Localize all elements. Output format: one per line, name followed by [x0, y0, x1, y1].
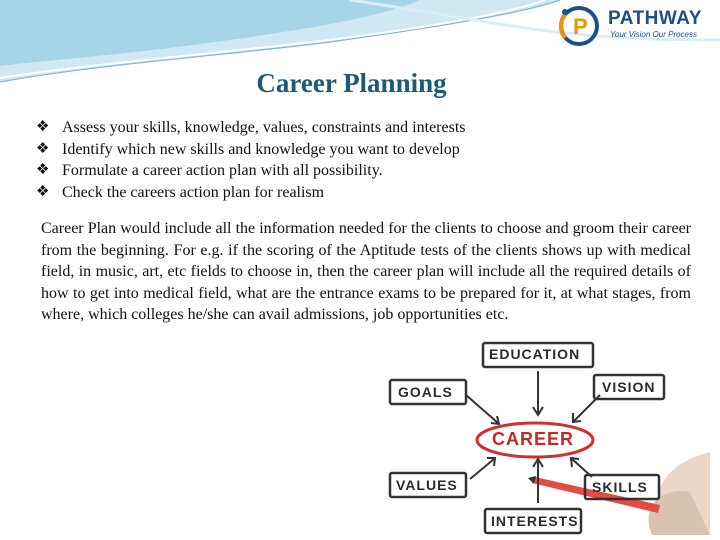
diagram-values: VALUES [396, 477, 458, 493]
bullet-item [36, 182, 466, 204]
diamond-bullet-icon: ❖ [36, 183, 50, 200]
diamond-bullet-icon: ❖ [36, 140, 50, 157]
brand-tagline: Your Vision Our Process [610, 30, 698, 39]
diagram-education: EDUCATION [489, 346, 581, 362]
bullet-list [36, 117, 466, 203]
diamond-bullet-icon: ❖ [36, 119, 50, 135]
diagram-goals: GOALS [398, 384, 453, 400]
diagram-vision: VISION [602, 379, 656, 395]
pathway-logo-icon [556, 4, 602, 46]
body-paragraph: Career Plan would include all the information needed for the clients to choose and groom their career from the beginning. For e.g. if the scoring of the Aptitude tests of the clients shows up with medical field, in music, art, etc fields to choose in, then the career plan will include all the required details of how to get into medical field, what are the entrance exams to be prepared for it, at what stages, from where, which colleges he/she can avail admissions, job opportunities etc. [41, 220, 691, 324]
slide-title: Career Planning [256, 68, 447, 98]
diamond-bullet-icon: ❖ [36, 162, 50, 178]
brand-logo [556, 4, 716, 46]
bullet-text: Identify which new skills and knowledge you want to develop [62, 140, 460, 158]
brand-name: PATHWAY [608, 8, 702, 29]
diagram-skills: SKILLS [592, 479, 648, 495]
bullet-text: Formulate a career action plan with all possibility. [62, 162, 383, 179]
diagram-interests: INTERESTS [491, 513, 579, 529]
bullet-text: Check the careers action plan for realism [62, 183, 325, 201]
svg-text:P: P [573, 14, 588, 39]
bullet-text: Assess your skills, knowledge, values, constraints and interests [62, 119, 466, 136]
bullet-item [36, 139, 466, 161]
career-diagram-image [360, 337, 710, 535]
bullet-item [36, 160, 466, 182]
bullet-item [36, 117, 466, 139]
diagram-career: CAREER [492, 429, 575, 449]
